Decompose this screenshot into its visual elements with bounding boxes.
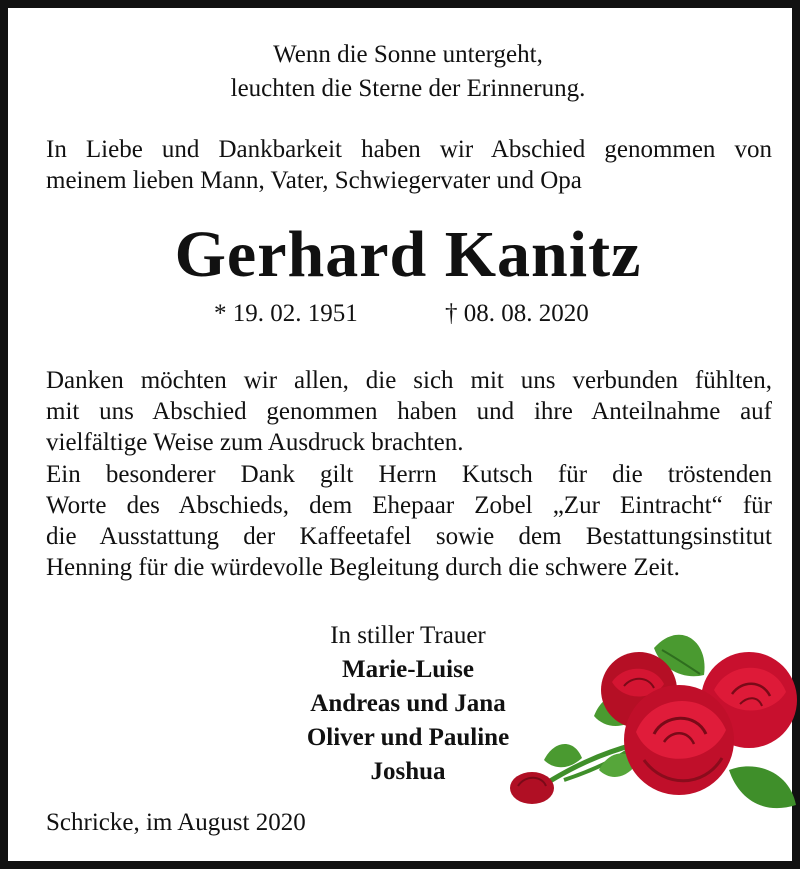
thanks-line: vielfältige Weise zum Ausdruck brachten.: [46, 429, 464, 456]
birth-date: * 19. 02. 1951: [214, 300, 358, 327]
motto-line: Wenn die Sonne untergeht,: [273, 41, 543, 68]
thanks-line: mit uns Abschied genommen haben und ihre Anteilnahme auf: [46, 398, 772, 425]
motto: [8, 38, 800, 106]
intro-line: meinem lieben Mann, Vater, Schwiegervater und Opa: [46, 167, 582, 194]
thanks-line: Worte des Abschieds, dem Ehepaar Zobel „Zur Eintracht“ für: [46, 492, 772, 519]
red-roses-icon: [504, 620, 800, 820]
thanks-text: [46, 365, 772, 458]
special-thanks-text: [46, 459, 772, 583]
intro-line: In Liebe und Dankbarkeit haben wir Abschied genommen von: [46, 136, 772, 163]
intro-text: [46, 134, 772, 196]
death-date: † 08. 08. 2020: [445, 300, 589, 327]
mourner-name: Joshua: [370, 758, 446, 785]
thanks-line: die Ausstattung der Kaffeetafel sowie dem Bestattungsinstitut: [46, 523, 772, 550]
thanks-line: Ein besonderer Dank gilt Herrn Kutsch für die tröstenden: [46, 461, 772, 488]
mourners-heading: In stiller Trauer: [330, 622, 486, 649]
thanks-line: Danken möchten wir allen, die sich mit uns verbunden fühlten,: [46, 367, 772, 394]
thanks-line: Henning für die würdevolle Begleitung durch die schwere Zeit.: [46, 554, 680, 581]
mourner-name: Andreas und Jana: [310, 690, 506, 717]
motto-line: leuchten die Sterne der Erinnerung.: [230, 75, 586, 102]
deceased-name: Gerhard Kanitz: [174, 218, 642, 291]
mourner-name: Marie-Luise: [342, 656, 474, 683]
mourner-name: Oliver und Pauline: [306, 724, 510, 751]
place-date: Schricke, im August 2020: [46, 809, 306, 836]
